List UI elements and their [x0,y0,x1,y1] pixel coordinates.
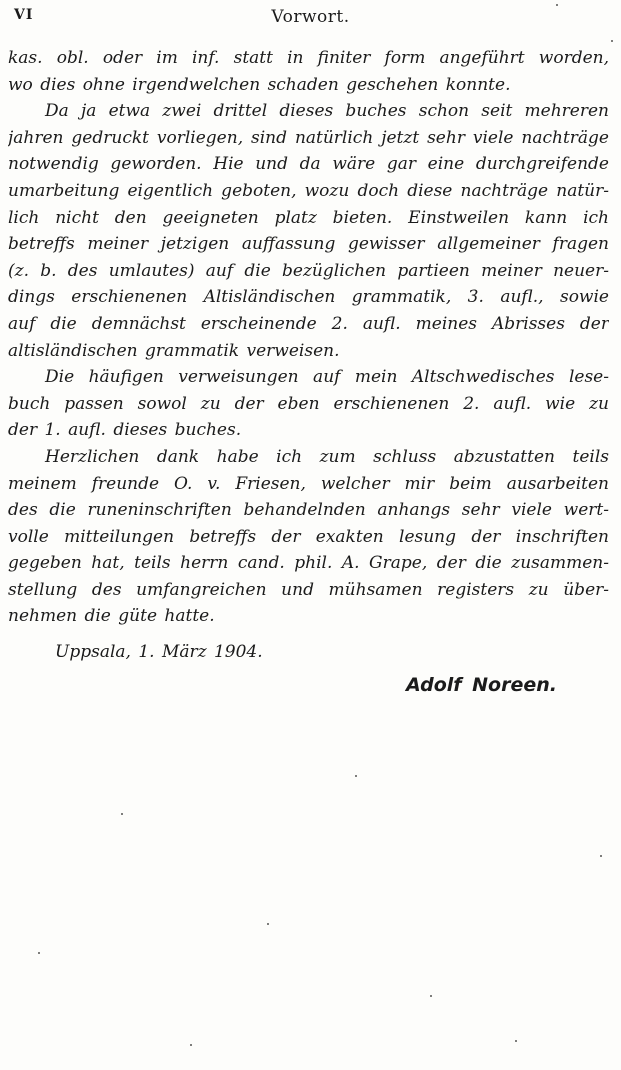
page-header [0,0,621,29]
scan-speckle [515,1040,517,1042]
scan-speckle [611,40,613,42]
dateline: Uppsala, 1. März 1904. [55,642,263,663]
scan-speckle [600,855,602,857]
scan-speckle [430,995,432,997]
text-line: Da ja etwa zwei drittel dieses buches schon seit mehreren [45,101,609,122]
scan-speckle [355,775,357,777]
text-line: lich nicht den geeigneten platz bieten. Einstweilen kann ich [8,207,609,228]
text-line: Die häufigen verweisungen auf mein Altschwedisches lese- [45,367,609,388]
text-line: stellung des umfangreichen und mühsamen registers zu über- [8,579,609,600]
text-line: umarbeitung eigentlich geboten, wozu doch diese nachträge natür- [8,180,609,201]
author-signature: Adolf Noreen. [405,673,557,696]
scan-speckle [38,952,40,954]
preface-body [0,45,621,630]
text-line: betreffs meiner jetzigen auffassung gewisser allgemeiner fragen [8,234,609,255]
text-line: meinem freunde O. v. Friesen, welcher mir beim ausarbeiten [8,473,609,494]
text-line: nehmen die güte hatte. [8,606,215,627]
scan-speckle [556,4,558,6]
text-line: auf die demnächst erscheinende 2. aufl. meines Abrisses der [8,313,609,334]
scan-speckle [121,813,123,815]
text-line: volle mitteilungen betreffs der exakten lesung der inschriften [8,526,609,547]
text-line: notwendig geworden. Hie und da wäre gar eine durchgreifende [8,154,609,175]
page-number: VI [14,7,34,23]
text-line: buch passen sowol zu der eben erschienenen 2. aufl. wie zu [8,393,609,414]
text-line: altisländischen grammatik verweisen. [8,340,340,361]
text-line: der 1. aufl. dieses buches. [8,420,242,441]
text-line: jahren gedruckt vorliegen, sind natürlich jetzt sehr viele nachträge [8,127,609,148]
text-line: des die runeninschriften behandelnden anhangs sehr viele wert- [8,500,609,521]
text-line: wo dies ohne irgendwelchen schaden geschehen konnte. [8,74,511,95]
text-line: kas. obl. oder im inf. statt in finiter form angeführt worden, [8,48,609,68]
scan-speckle [190,1044,192,1046]
scan-speckle [267,923,269,925]
text-line: gegeben hat, teils herrn cand. phil. A. Grape, der die zusammen- [8,553,609,574]
text-line: dings erschienenen Altisländischen grammatik, 3. aufl., sowie [8,287,609,308]
text-line: Herzlichen dank habe ich zum schluss abzustatten teils [45,446,609,467]
text-line: (z. b. des umlautes) auf die bezüglichen partieen meiner neuer- [8,260,609,281]
page-title: Vorwort. [271,7,350,27]
